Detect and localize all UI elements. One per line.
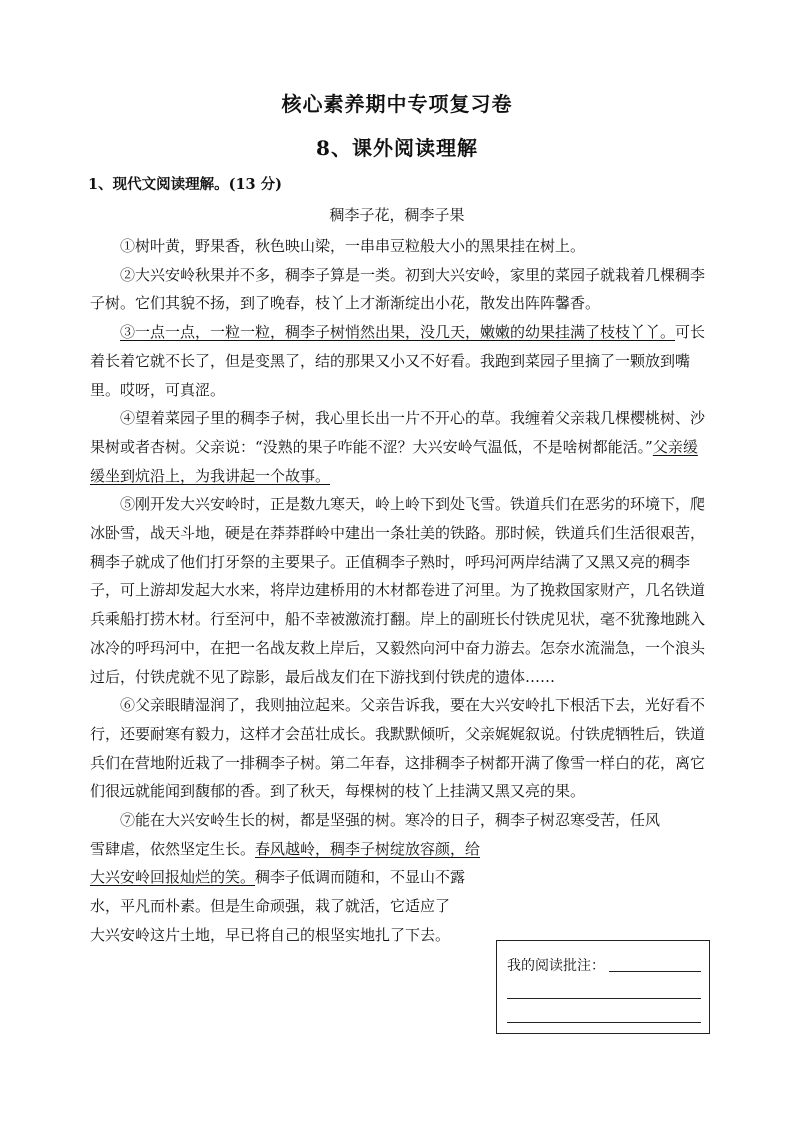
underlined-sentence-1: ③一点一点，一粒一粒，稠李子树悄然出果，没几天，嫩嫩的幼果挂满了枝枝丫丫。 (120, 323, 676, 342)
paragraph-2: ②大兴安岭秋果并不多，稠李子算是一类。初到大兴安岭，家里的菜园子就栽着几棵稠李子树。它们其貌不扬，到了晚春，枝丫上才渐渐绽出小花，散发出阵阵馨香。 (90, 265, 706, 313)
paragraph-7-wrapped (90, 835, 494, 921)
paragraph-7-last-line: 大兴安岭这片土地，早已将自己的根坚实地扎了下去。 (90, 925, 451, 944)
page-title: 核心素养期中专项复习卷 (281, 92, 513, 116)
annotation-blank-3[interactable] (507, 1021, 701, 1023)
paragraph-7-text: 雪肆虐，依然坚定生长。 (90, 839, 256, 858)
annotation-label: 我的阅读批注： (507, 958, 605, 974)
page-subtitle: 8、课外阅读理解 (316, 136, 478, 160)
paragraph-5: ⑤刚开发大兴安岭时，正是数九寒天，岭上岭下到处飞雪。铁道兵们在恶劣的环境下，爬冰卧雪，战天斗地，硬是在莽莽群岭中建出一条壮美的铁路。那时候，铁道兵们生活很艰苦，稠李子就成了他们打牙祭的主要果子。正值稠李子熟时，呼玛河两岸结满了又黑又亮的稠李子，可上游却发起大水来，将岸边建桥用的木材都卷进了河里。为了挽救国家财产，几名铁道兵乘船打捞木材。行至河中，船不幸被激流打翻。岸上的副班长付铁虎见状，毫不犹豫地跳入冰冷的呼玛河中，在把一名战友救上岸后，又毅然向河中奋力游去。怎奈水流湍急，一个浪头过后，付铁虎就不见了踪影，最后战友们在下游找到付铁虎的遗体…… (90, 495, 706, 686)
underlined-sentence-3: 春风越岭，稠李子树绽放容颜，给大兴安岭回报灿烂的笑。 (90, 839, 481, 887)
passage-title: 稠李子花，稠李子果 (329, 206, 465, 224)
passage-body (90, 232, 712, 950)
annotation-blank-2[interactable] (507, 997, 701, 999)
paragraph-7-line-1: ⑦能在大兴安岭生长的树，都是坚强的树。寒冷的日子，稠李子树忍寒受苦，任风 (120, 811, 661, 830)
paragraph-7-rest: 稠李子低调而随和，不显山不露水，平凡而朴素。但是生命顽强，栽了就活，它适应了 (90, 868, 466, 916)
question-heading: 1、现代文阅读理解。(13 分) (88, 176, 283, 193)
paragraph-3-rest: 可长着长着它就不长了，但是变黑了，结的那果又小又不好看。我跑到菜园子里摘了一颗放到嘴里。哎呀，可真涩。 (90, 323, 706, 399)
underlined-sentence-2: 父亲缓缓坐到炕沿上，为我讲起一个故事。 (90, 437, 698, 485)
paragraph-4-text: ④望着菜园子里的稠李子树，我心里长出一片不开心的草。我缠着父亲栽几棵樱桃树、沙果树或者杏树。父亲说：“没熟的果子咋能不涩？大兴安岭气温低，不是啥树都能活。” (90, 409, 706, 456)
annotation-first-line (507, 955, 701, 975)
paragraph-4 (90, 404, 712, 490)
paragraph-3 (90, 318, 712, 404)
paragraph-1: ①树叶黄，野果香，秋色映山梁，一串串豆粒般大小的黑果挂在树上。 (120, 237, 586, 255)
annotation-box[interactable] (496, 940, 710, 1034)
paragraph-6: ⑥父亲眼睛湿润了，我则抽泣起来。父亲告诉我，要在大兴安岭扎下根活下去，光好看不行，还要耐寒有毅力，这样才会茁壮成长。我默默倾听，父亲娓娓叙说。付铁虎牺牲后，铁道兵们在营地附近栽了一排稠李子树。第二年春，这排稠李子树都开满了像雪一样白的花，离它们很远就能闻到馥郁的香。到了秋天，每棵树的枝丫上挂满又黑又亮的果。 (90, 696, 706, 801)
annotation-blank-1[interactable] (609, 970, 701, 972)
